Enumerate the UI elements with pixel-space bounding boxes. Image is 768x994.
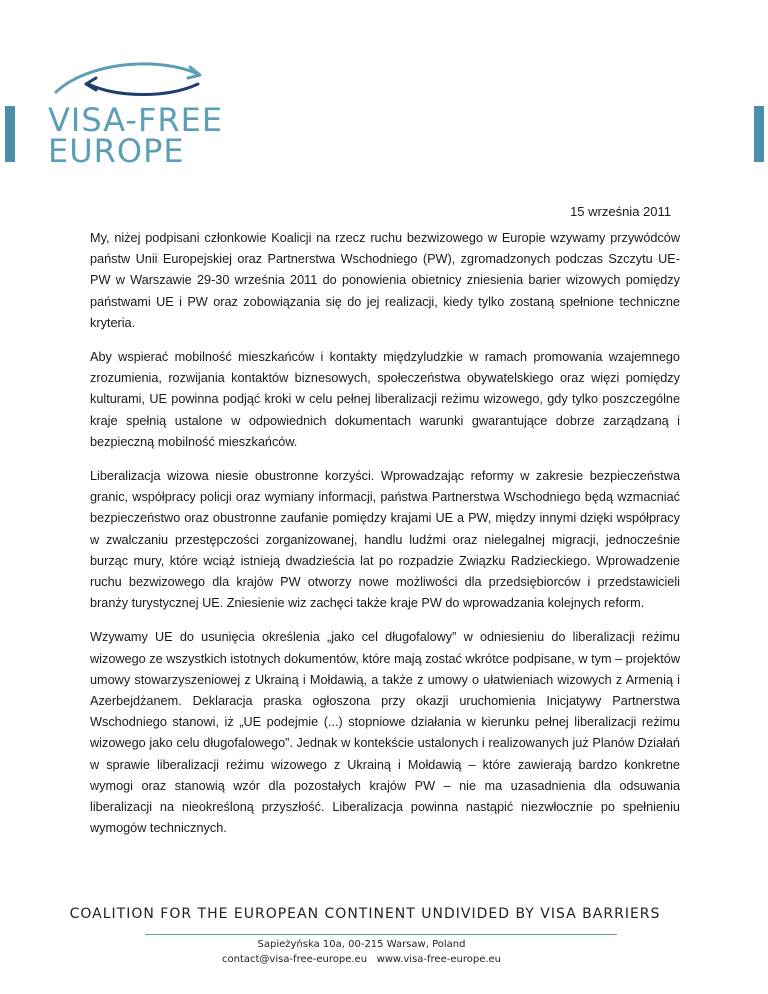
footer-contact: contact@visa-free-europe.eu www.visa-free-europe.eu — [221, 954, 502, 965]
footer-title: COALITION FOR THE EUROPEAN CONTINENT UNDIVIDED BY VISA BARRIERS — [69, 906, 661, 922]
logo-text-europe: EUROPE — [48, 132, 185, 170]
right-accent-bar — [754, 106, 764, 162]
swirl-arrows-icon — [48, 46, 228, 106]
footer-address: Sapieżyńska 10a, 00-215 Warsaw, Poland — [257, 939, 466, 950]
letter-date: 15 września 2011 — [570, 204, 671, 219]
left-accent-bar — [5, 106, 15, 162]
paragraph: Aby wspierać mobilność mieszkańców i kontakty międzyludzkie w ramach promowania wzajemnego zrozumienia, rozwijania kontaktów biznesowych, społeczeństwa obywatelskiego oraz więzi pomiędzy kulturami, UE powinna podjąć kroki w celu pełnej liberalizacji reżimu wizowego, gdy tylko poszczególne kraje spełnią ustalone w odpowiednich dokumentach warunki gwarantujące dobrze zarządzaną i bezpieczną mobilność mieszkańców. — [90, 350, 680, 449]
footer — [0, 906, 768, 965]
visa-free-europe-logo — [48, 46, 228, 176]
letter-body — [90, 228, 680, 852]
paragraph: My, niżej podpisani członkowie Koalicji na rzecz ruchu bezwizowego w Europie wzywamy przywódców państw Unii Europejskiej oraz Partnerstwa Wschodniego (PW), zgromadzonych podczas Szczytu UE-PW w Warszawie 29-30 września 2011 do ponowienia obietnicy zniesienia barier wizowych pomiędzy państwami UE i PW oraz zobowiązania się do jej realizacji, kiedy tylko zostaną spełnione techniczne kryteria. — [90, 231, 680, 330]
paragraph: Liberalizacja wizowa niesie obustronne korzyści. Wprowadzając reformy w zakresie bezpieczeństwa granic, współpracy policji oraz wymiany informacji, państwa Partnerstwa Wschodniego będą wzmacniać bezpieczeństwo oraz obustronne zaufanie pomiędzy krajami UE a PW, między innymi dzięki współpracy w zwalczaniu przestępczości zorganizowanej, handlu ludźmi oraz nielegalnej migracji, jednocześnie burząc mury, które wciąż istnieją dwadzieścia lat po rozpadzie Związku Radzieckiego. Wprowadzenie ruchu bezwizowego dla krajów PW otworzy nowe możliwości dla przedsiębiorców i przedstawicieli branży turystycznej UE. Zniesienie wiz zachęci także kraje PW do wprowadzania kolejnych reform. — [90, 469, 680, 611]
paragraph: Wzywamy UE do usunięcia określenia „jako cel długofalowy” w odniesieniu do liberalizacji reżimu wizowego ze wszystkich istotnych dokumentów, które mają zostać wkrótce podpisane, w tym – projektów umowy stowarzyszeniowej z Ukrainą i Mołdawią, a także z umowy o ułatwieniach wizowych z Armenią i Azerbejdżanem. Deklaracja praska ogłoszona przy okazji uruchomienia Inicjatywy Partnerstwa Wschodniego stanowi, iż „UE podejmie (...) stopniowe działania w kierunku pełnej liberalizacji reżimu wizowego jako celu długofalowego”. Jednak w kontekście ustalonych i realizowanych już Planów Działań w sprawie liberalizacji reżimu wizowego z Ukrainą i Mołdawią – które zawierają bardzo konkretne wymogi oraz stanowią wzór dla pozostałych krajów PW – nie ma uzasadnienia dla odsuwania liberalizacji na nieokreśloną przyszłość. Liberalizacja powinna nastąpić niezwłocznie po spełnieniu wymogów technicznych. — [90, 630, 680, 836]
footer-divider — [145, 934, 617, 935]
logo-text-visa-free: VISA-FREE — [48, 101, 224, 139]
